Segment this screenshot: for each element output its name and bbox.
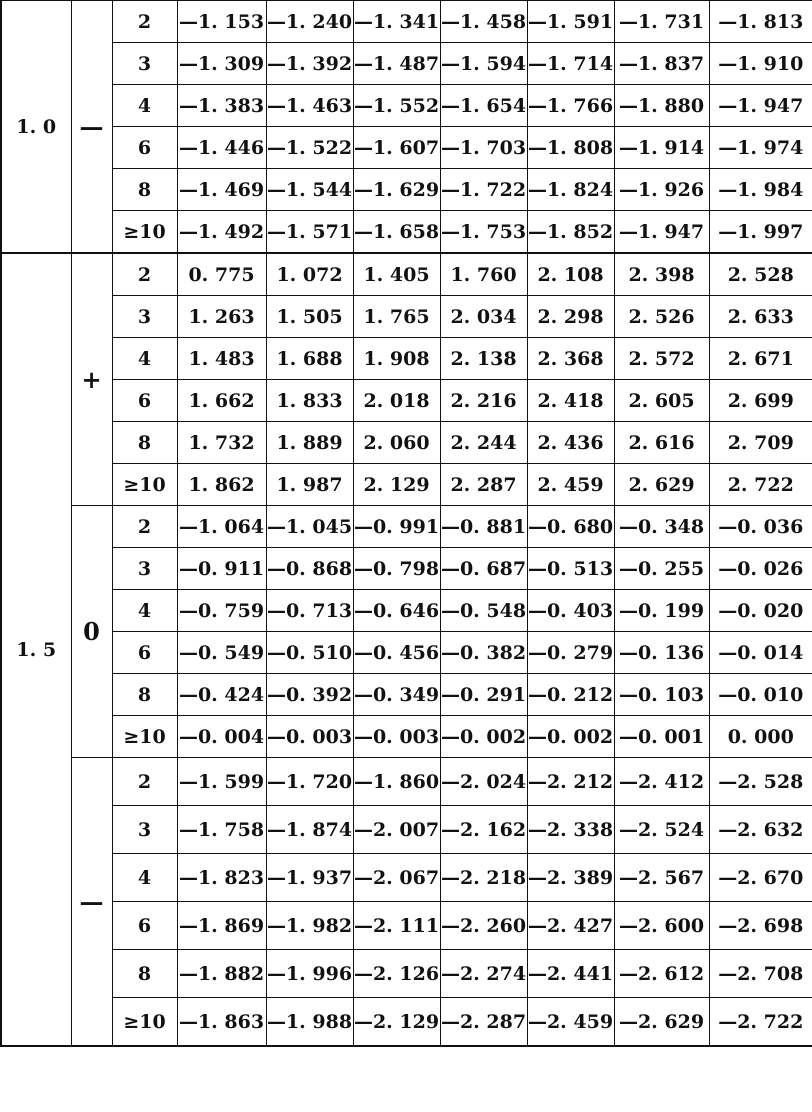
table-row <box>1 590 812 632</box>
n-cell: 2 <box>112 1 177 43</box>
n-cell: 3 <box>112 296 177 338</box>
table-row <box>1 296 812 338</box>
value-cell: —1. 860 <box>353 758 440 806</box>
table-row <box>1 169 812 211</box>
value-cell: —2. 162 <box>440 806 527 854</box>
value-cell: 1. 405 <box>353 253 440 296</box>
value-cell: 2. 526 <box>614 296 709 338</box>
table-row <box>1 506 812 548</box>
value-cell: —1. 629 <box>353 169 440 211</box>
value-cell: 2. 528 <box>709 253 812 296</box>
value-cell: —1. 766 <box>527 85 614 127</box>
value-cell: —0. 212 <box>527 674 614 716</box>
value-cell: —2. 632 <box>709 806 812 854</box>
value-cell: —1. 658 <box>353 211 440 254</box>
value-cell: —0. 003 <box>266 716 353 758</box>
value-cell: —0. 646 <box>353 590 440 632</box>
value-cell: —1. 869 <box>177 902 266 950</box>
table-row <box>1 422 812 464</box>
value-cell: —1. 808 <box>527 127 614 169</box>
value-cell: —0. 026 <box>709 548 812 590</box>
value-cell: —2. 260 <box>440 902 527 950</box>
n-cell: 2 <box>112 758 177 806</box>
value-cell: —2. 287 <box>440 998 527 1047</box>
value-cell: —0. 680 <box>527 506 614 548</box>
value-cell: 1. 072 <box>266 253 353 296</box>
value-cell: —0. 382 <box>440 632 527 674</box>
table-row <box>1 806 812 854</box>
n-cell: 3 <box>112 43 177 85</box>
value-cell: —1. 458 <box>440 1 527 43</box>
value-cell: —1. 984 <box>709 169 812 211</box>
value-cell: 1. 908 <box>353 338 440 380</box>
value-cell: 2. 108 <box>527 253 614 296</box>
value-cell: —1. 446 <box>177 127 266 169</box>
value-cell: —1. 731 <box>614 1 709 43</box>
table-row <box>1 902 812 950</box>
value-cell: —2. 274 <box>440 950 527 998</box>
value-cell: —0. 868 <box>266 548 353 590</box>
n-cell: 8 <box>112 950 177 998</box>
table-row <box>1 127 812 169</box>
value-cell: —1. 544 <box>266 169 353 211</box>
n-cell: 8 <box>112 674 177 716</box>
n-cell: 2 <box>112 506 177 548</box>
value-cell: —2. 126 <box>353 950 440 998</box>
value-cell: —1. 240 <box>266 1 353 43</box>
table-row <box>1 716 812 758</box>
value-cell: —0. 911 <box>177 548 266 590</box>
value-cell: 2. 709 <box>709 422 812 464</box>
sign-cell: — <box>71 758 112 1047</box>
value-cell: —1. 599 <box>177 758 266 806</box>
value-cell: —2. 067 <box>353 854 440 902</box>
value-cell: —0. 036 <box>709 506 812 548</box>
value-cell: 1. 862 <box>177 464 266 506</box>
value-cell: —0. 549 <box>177 632 266 674</box>
value-cell: —1. 654 <box>440 85 527 127</box>
value-cell: 2. 368 <box>527 338 614 380</box>
value-cell: —1. 914 <box>614 127 709 169</box>
value-cell: —1. 882 <box>177 950 266 998</box>
value-cell: —0. 010 <box>709 674 812 716</box>
value-cell: —1. 988 <box>266 998 353 1047</box>
value-cell: —0. 136 <box>614 632 709 674</box>
value-cell: 1. 263 <box>177 296 266 338</box>
value-cell: —0. 349 <box>353 674 440 716</box>
value-cell: —0. 548 <box>440 590 527 632</box>
value-cell: —0. 687 <box>440 548 527 590</box>
table-body <box>1 1 812 1047</box>
value-cell: —2. 722 <box>709 998 812 1047</box>
value-cell: —0. 392 <box>266 674 353 716</box>
value-cell: 2. 722 <box>709 464 812 506</box>
value-cell: —1. 714 <box>527 43 614 85</box>
table-row <box>1 950 812 998</box>
n-cell: 3 <box>112 548 177 590</box>
value-cell: —0. 991 <box>353 506 440 548</box>
value-cell: —1. 383 <box>177 85 266 127</box>
value-cell: —2. 670 <box>709 854 812 902</box>
value-cell: —1. 341 <box>353 1 440 43</box>
value-cell: —2. 708 <box>709 950 812 998</box>
value-cell: —0. 103 <box>614 674 709 716</box>
value-cell: —1. 392 <box>266 43 353 85</box>
value-cell: —2. 600 <box>614 902 709 950</box>
n-cell: ≥10 <box>112 464 177 506</box>
value-cell: —1. 594 <box>440 43 527 85</box>
table-row <box>1 464 812 506</box>
value-cell: —1. 463 <box>266 85 353 127</box>
value-cell: 1. 688 <box>266 338 353 380</box>
value-cell: —1. 703 <box>440 127 527 169</box>
table-row <box>1 1 812 43</box>
value-cell: —0. 003 <box>353 716 440 758</box>
value-cell: —2. 389 <box>527 854 614 902</box>
value-cell: —1. 492 <box>177 211 266 254</box>
value-cell: 2. 459 <box>527 464 614 506</box>
value-cell: —1. 937 <box>266 854 353 902</box>
value-cell: —0. 014 <box>709 632 812 674</box>
value-cell: —1. 926 <box>614 169 709 211</box>
value-cell: —0. 279 <box>527 632 614 674</box>
value-cell: —0. 456 <box>353 632 440 674</box>
value-cell: 0. 000 <box>709 716 812 758</box>
value-cell: —2. 524 <box>614 806 709 854</box>
value-cell: —1. 571 <box>266 211 353 254</box>
value-cell: —0. 798 <box>353 548 440 590</box>
value-cell: —1. 824 <box>527 169 614 211</box>
value-cell: —0. 759 <box>177 590 266 632</box>
value-cell: —2. 629 <box>614 998 709 1047</box>
value-cell: —1. 722 <box>440 169 527 211</box>
value-cell: —1. 982 <box>266 902 353 950</box>
value-cell: 2. 287 <box>440 464 527 506</box>
value-cell: —0. 513 <box>527 548 614 590</box>
value-cell: —2. 412 <box>614 758 709 806</box>
value-cell: —0. 424 <box>177 674 266 716</box>
value-cell: —2. 612 <box>614 950 709 998</box>
value-cell: —2. 441 <box>527 950 614 998</box>
value-cell: —1. 522 <box>266 127 353 169</box>
table-row <box>1 338 812 380</box>
value-cell: 1. 889 <box>266 422 353 464</box>
value-cell: 1. 760 <box>440 253 527 296</box>
value-cell: 1. 765 <box>353 296 440 338</box>
value-cell: —2. 698 <box>709 902 812 950</box>
value-cell: —2. 212 <box>527 758 614 806</box>
value-cell: —2. 218 <box>440 854 527 902</box>
value-cell: 2. 298 <box>527 296 614 338</box>
n-cell: 4 <box>112 854 177 902</box>
value-cell: —2. 427 <box>527 902 614 950</box>
value-cell: 2. 398 <box>614 253 709 296</box>
value-cell: —1. 996 <box>266 950 353 998</box>
value-cell: —2. 459 <box>527 998 614 1047</box>
table-row <box>1 43 812 85</box>
value-cell: —1. 947 <box>709 85 812 127</box>
value-cell: 2. 572 <box>614 338 709 380</box>
n-cell: 8 <box>112 422 177 464</box>
table-row <box>1 380 812 422</box>
value-cell: —1. 874 <box>266 806 353 854</box>
value-cell: —2. 567 <box>614 854 709 902</box>
table-row <box>1 758 812 806</box>
value-cell: 2. 060 <box>353 422 440 464</box>
table-row <box>1 548 812 590</box>
table-row <box>1 674 812 716</box>
value-cell: 2. 244 <box>440 422 527 464</box>
n-cell: 6 <box>112 380 177 422</box>
value-cell: —0. 002 <box>527 716 614 758</box>
value-cell: —1. 997 <box>709 211 812 254</box>
value-cell: —1. 753 <box>440 211 527 254</box>
value-cell: —1. 758 <box>177 806 266 854</box>
value-cell: —1. 487 <box>353 43 440 85</box>
value-cell: —0. 713 <box>266 590 353 632</box>
value-cell: —1. 309 <box>177 43 266 85</box>
n-cell: ≥10 <box>112 211 177 254</box>
value-cell: 2. 034 <box>440 296 527 338</box>
value-cell: 0. 775 <box>177 253 266 296</box>
value-cell: —0. 403 <box>527 590 614 632</box>
value-cell: 2. 138 <box>440 338 527 380</box>
table-row <box>1 85 812 127</box>
value-cell: 2. 216 <box>440 380 527 422</box>
sign-cell: — <box>71 1 112 254</box>
value-cell: —2. 129 <box>353 998 440 1047</box>
value-cell: —1. 813 <box>709 1 812 43</box>
coefficient-cell: 1. 0 <box>1 1 71 254</box>
value-cell: —1. 837 <box>614 43 709 85</box>
n-cell: 6 <box>112 632 177 674</box>
value-cell: —0. 291 <box>440 674 527 716</box>
n-cell: ≥10 <box>112 998 177 1047</box>
value-cell: —1. 947 <box>614 211 709 254</box>
n-cell: 2 <box>112 253 177 296</box>
value-cell: —0. 881 <box>440 506 527 548</box>
value-cell: —2. 338 <box>527 806 614 854</box>
value-cell: —1. 045 <box>266 506 353 548</box>
value-cell: —1. 607 <box>353 127 440 169</box>
value-cell: —1. 064 <box>177 506 266 548</box>
value-cell: —2. 024 <box>440 758 527 806</box>
value-cell: 2. 605 <box>614 380 709 422</box>
value-cell: —1. 863 <box>177 998 266 1047</box>
value-cell: —2. 528 <box>709 758 812 806</box>
value-cell: 2. 418 <box>527 380 614 422</box>
value-cell: 1. 662 <box>177 380 266 422</box>
value-cell: —0. 348 <box>614 506 709 548</box>
sign-cell: + <box>71 253 112 506</box>
table-row <box>1 632 812 674</box>
value-cell: —1. 880 <box>614 85 709 127</box>
value-cell: 1. 987 <box>266 464 353 506</box>
value-cell: 2. 616 <box>614 422 709 464</box>
n-cell: 6 <box>112 902 177 950</box>
value-cell: 2. 436 <box>527 422 614 464</box>
table-row <box>1 854 812 902</box>
n-cell: 4 <box>112 85 177 127</box>
value-cell: 1. 483 <box>177 338 266 380</box>
value-cell: 1. 833 <box>266 380 353 422</box>
table-row <box>1 998 812 1047</box>
value-cell: —1. 823 <box>177 854 266 902</box>
value-cell: —0. 255 <box>614 548 709 590</box>
value-cell: —0. 020 <box>709 590 812 632</box>
value-cell: 2. 629 <box>614 464 709 506</box>
value-cell: —2. 111 <box>353 902 440 950</box>
value-cell: —2. 007 <box>353 806 440 854</box>
table-row <box>1 211 812 254</box>
value-cell: —1. 720 <box>266 758 353 806</box>
value-cell: —0. 004 <box>177 716 266 758</box>
n-cell: 6 <box>112 127 177 169</box>
value-cell: 2. 671 <box>709 338 812 380</box>
sign-cell: 0 <box>71 506 112 758</box>
value-cell: —0. 199 <box>614 590 709 632</box>
value-cell: —0. 510 <box>266 632 353 674</box>
value-cell: 2. 699 <box>709 380 812 422</box>
value-cell: —1. 552 <box>353 85 440 127</box>
n-cell: 4 <box>112 338 177 380</box>
value-cell: 2. 129 <box>353 464 440 506</box>
n-cell: 8 <box>112 169 177 211</box>
value-cell: —1. 153 <box>177 1 266 43</box>
value-cell: —1. 910 <box>709 43 812 85</box>
n-cell: 3 <box>112 806 177 854</box>
value-cell: 2. 633 <box>709 296 812 338</box>
value-cell: —1. 469 <box>177 169 266 211</box>
value-cell: 1. 732 <box>177 422 266 464</box>
table-row <box>1 253 812 296</box>
n-cell: 4 <box>112 590 177 632</box>
value-cell: 1. 505 <box>266 296 353 338</box>
coefficient-cell: 1. 5 <box>1 253 71 1046</box>
value-cell: —1. 974 <box>709 127 812 169</box>
value-cell: —1. 591 <box>527 1 614 43</box>
n-cell: ≥10 <box>112 716 177 758</box>
value-cell: 2. 018 <box>353 380 440 422</box>
value-cell: —0. 002 <box>440 716 527 758</box>
value-cell: —0. 001 <box>614 716 709 758</box>
value-cell: —1. 852 <box>527 211 614 254</box>
